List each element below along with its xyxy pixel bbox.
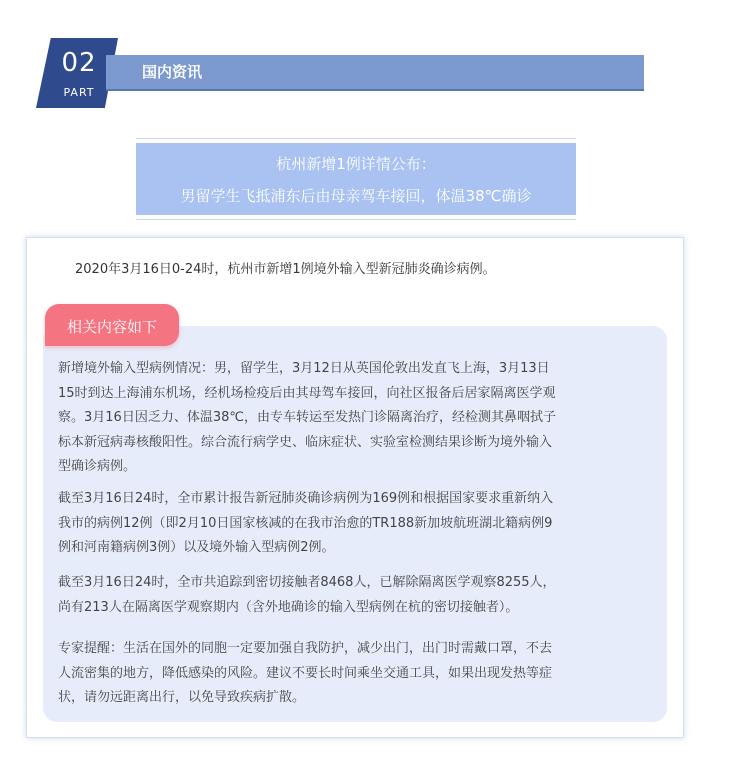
title-top-divider bbox=[136, 138, 576, 139]
paragraph-line: 15时到达上海浦东机场，经机场检疫后由其母驾车接回，向社区报备后居家隔离医学观 bbox=[58, 385, 556, 401]
paragraph-line: 新增境外输入型病例情况：男，留学生，3月12日从英国伦敦出发直飞上海，3月13日 bbox=[58, 361, 550, 376]
paragraph-line: 专家提醒：生活在国外的同胞一定要加强自我防护，减少出门，出门时需戴口罩，不去 bbox=[58, 641, 553, 656]
article-title-line-1: 杭州新增1例详情公布： bbox=[276, 155, 436, 173]
paragraph-line: 状，请勿远距离出行，以免导致疾病扩散。 bbox=[58, 690, 306, 705]
paragraph-line: 截至3月16日24时，全市共追踪到密切接触者8468人，已解除隔离医学观察8255人， bbox=[58, 575, 556, 590]
paragraph-cumulative-cases bbox=[58, 487, 658, 561]
paragraph-line: 截至3月16日24时，全市累计报告新冠肺炎确诊病例为169例和根据国家要求重新纳入 bbox=[58, 491, 554, 506]
paragraph-case-details bbox=[58, 357, 658, 480]
intro-text: 2020年3月16日0-24时，杭州市新增1例境外输入型新冠肺炎确诊病例。 bbox=[75, 262, 496, 277]
content-card bbox=[26, 237, 684, 738]
paragraph-close-contacts bbox=[58, 571, 658, 620]
section-part-label: PART bbox=[63, 86, 95, 99]
title-bottom-divider bbox=[136, 219, 576, 220]
related-content-tag-label: 相关内容如下 bbox=[66, 318, 157, 336]
section-number: 02 bbox=[61, 48, 97, 78]
article-title-line-2: 男留学生飞抵浦东后由母亲驾车接回，体温38℃确诊 bbox=[180, 187, 532, 205]
paragraph-line: 我市的病例12例（即2月10日国家核减的在我市治愈的TR188新加坡航班湖北籍病例9 bbox=[58, 515, 553, 531]
paragraph-line: 人流密集的地方，降低感染的风险。建议不要长时间乘坐交通工具，如果出现发热等症 bbox=[58, 665, 553, 681]
section-title: 国内资讯 bbox=[142, 63, 203, 81]
article-title-box bbox=[136, 143, 576, 215]
paragraph-expert-advice bbox=[58, 637, 658, 711]
paragraph-line: 察。3月16日因乏力、体温38℃，由专车转运至发热门诊隔离治疗，经检测其鼻咽拭子 bbox=[58, 410, 556, 425]
section-header-underline bbox=[106, 89, 644, 91]
paragraph-line: 标本新冠病毒核酸阳性。综合流行病学史、临床症状、实验室检测结果诊断为境外输入 bbox=[58, 434, 553, 450]
related-content-tag bbox=[45, 304, 179, 346]
paragraph-line: 例和河南籍病例3例）以及境外输入型病例2例。 bbox=[58, 540, 335, 555]
paragraph-line: 型确诊病例。 bbox=[58, 459, 137, 474]
paragraph-line: 尚有213人在隔离医学观察期内（含外地确诊的输入型病例在杭的密切接触者）。 bbox=[58, 599, 519, 615]
